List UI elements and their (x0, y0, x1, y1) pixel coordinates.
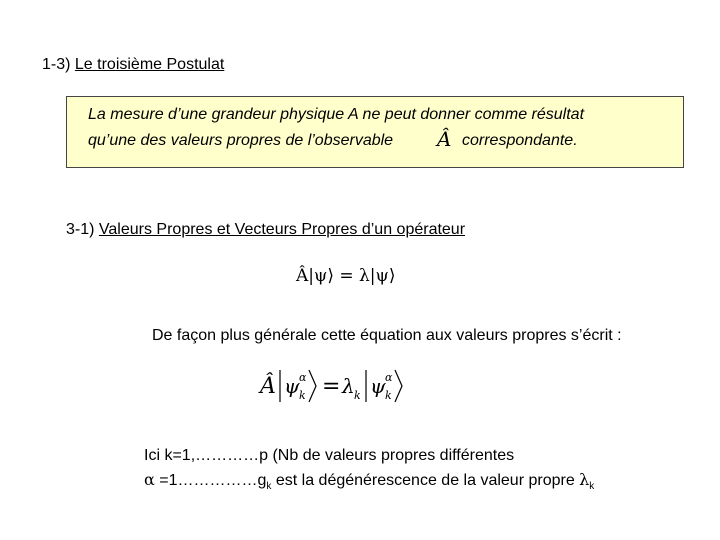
section-title: Valeurs Propres et Vecteurs Propres d’un opérateur (98, 221, 466, 238)
ket-bracket (395, 370, 402, 402)
operator-a-hat: Â (260, 374, 276, 399)
notes-line-1: Ici k=1,…………p (Nb de valeurs propres différentes (144, 447, 515, 464)
equals-sign: = (322, 374, 341, 399)
operator-a-hat: Â (437, 127, 452, 151)
section-heading-1-3 (42, 56, 224, 74)
k-subscript: k (385, 389, 392, 402)
postulate-line-2-end: correspondante. (462, 132, 578, 149)
eigen-equation (296, 266, 396, 286)
lambda-symbol: λ (579, 470, 590, 489)
section-heading-3-1 (66, 221, 465, 239)
general-eigen-equation (258, 362, 448, 408)
notes-line-2: $\alpha =1\dots\dots\dots\dots\dots g_k$ est la dégénérescence de la valeur propre $\lambda_k$ (144, 470, 595, 493)
section-number: 3-1) (66, 221, 95, 238)
section-title: Le troisième Postulat (74, 56, 225, 73)
alpha-symbol: α (144, 470, 155, 489)
postulate-line-1: La mesure d’une grandeur physique A ne peut donner comme résultat (88, 106, 585, 123)
ket-bracket (309, 370, 316, 402)
alpha-superscript: α (299, 371, 307, 384)
equation-equals: = (339, 266, 354, 286)
alpha-superscript: α (385, 371, 393, 384)
k-subscript: k (299, 389, 306, 402)
equation-lhs: Â|ψ⟩ (296, 266, 334, 286)
postulate-line-2: qu’une des valeurs propres de l’observable (88, 132, 394, 149)
psi-symbol: ψ (370, 374, 386, 398)
k-subscript: k (354, 389, 361, 402)
section-number: 1-3) (42, 56, 71, 73)
psi-symbol: ψ (284, 374, 300, 398)
lambda-symbol: λ (342, 374, 355, 398)
equation-rhs: λ|ψ⟩ (359, 266, 396, 286)
general-form-text: De façon plus générale cette équation aux valeurs propres s’écrit : (152, 327, 622, 344)
